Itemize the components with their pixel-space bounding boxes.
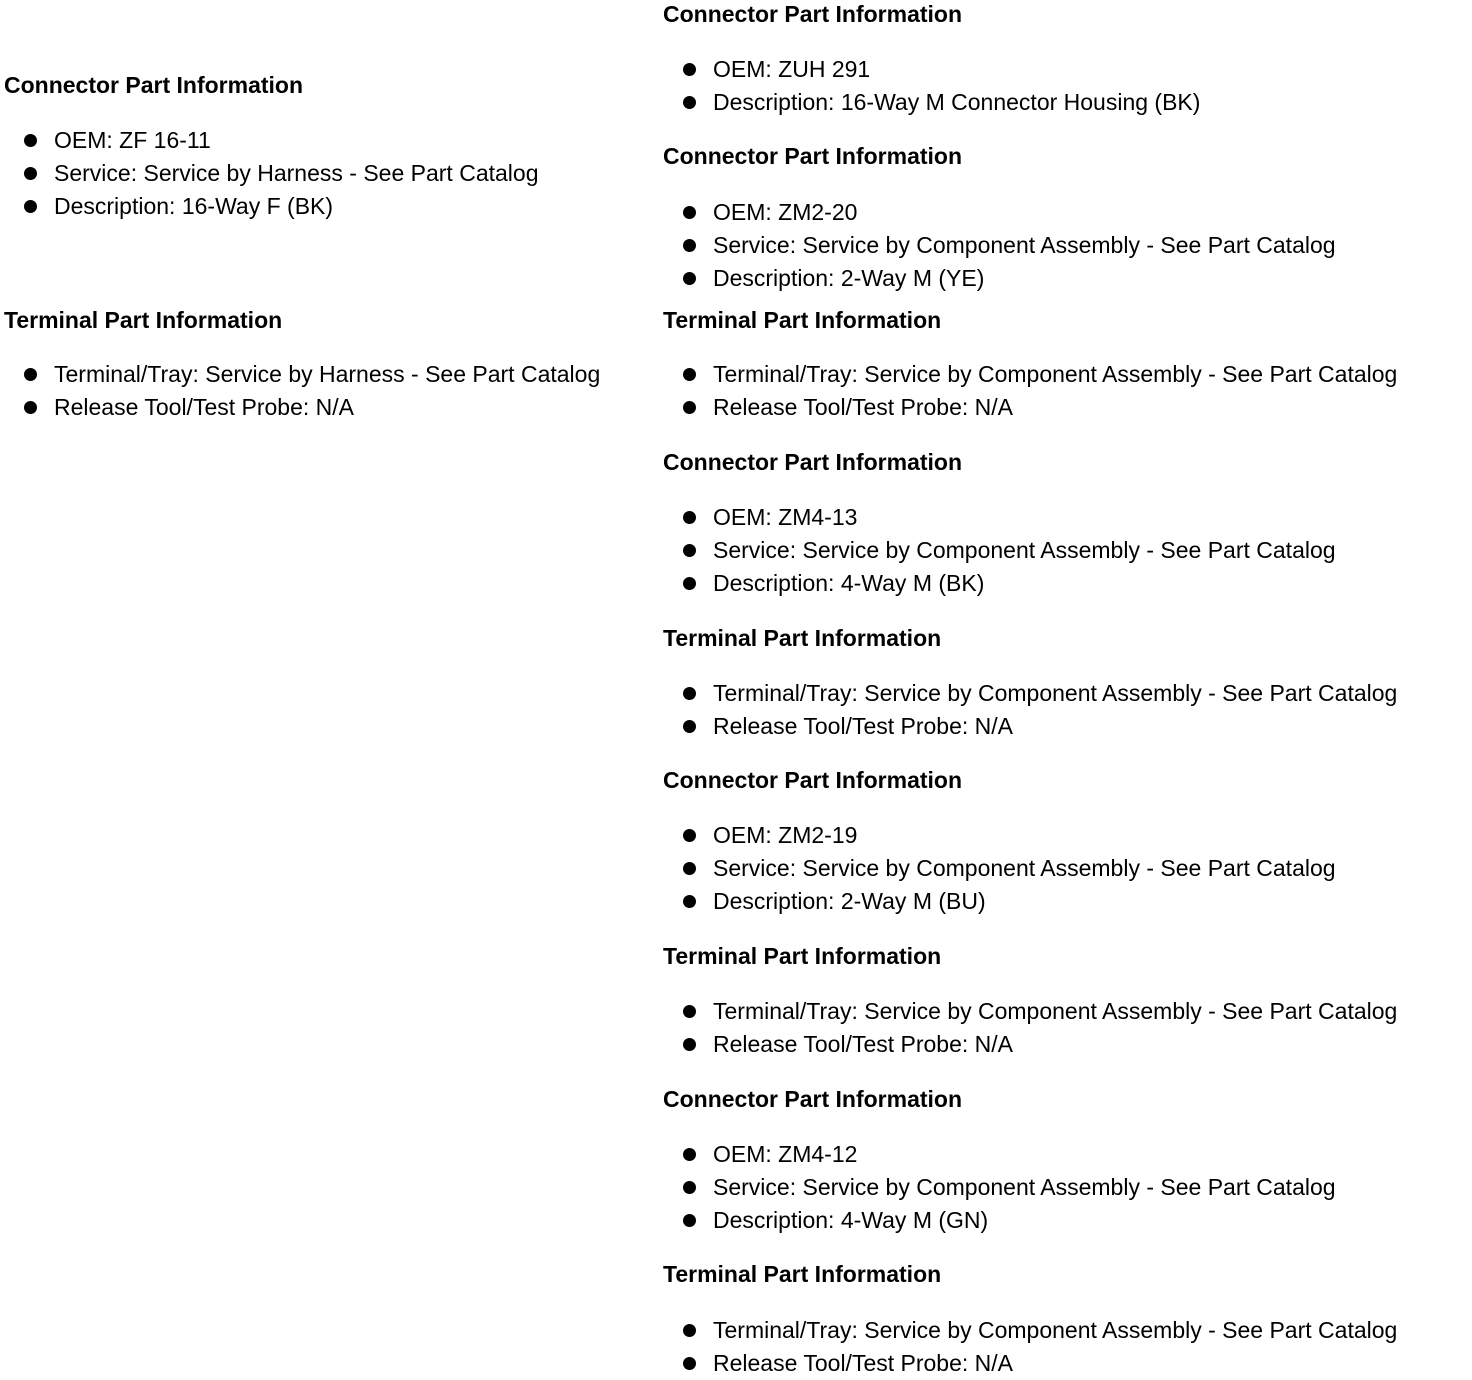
- list-item-text: Service: Service by Component Assembly - See Part Catalog: [713, 537, 1336, 563]
- list-item-text: Description: 2-Way M (YE): [713, 265, 985, 291]
- section-heading: Connector Part Information: [663, 1, 963, 27]
- list-item-text: Service: Service by Component Assembly - See Part Catalog: [713, 232, 1336, 258]
- list-item-text: Description: 4-Way M (GN): [713, 1207, 989, 1233]
- section-heading: Connector Part Information: [663, 143, 963, 169]
- section-heading: Terminal Part Information: [663, 1261, 942, 1287]
- bullet-icon: [683, 239, 696, 252]
- bullet-icon: [683, 895, 696, 908]
- list-item-text: Release Tool/Test Probe: N/A: [713, 1350, 1014, 1376]
- bullet-icon: [683, 687, 696, 700]
- list-item-text: OEM: ZM4-12: [713, 1141, 858, 1167]
- list-item-text: Terminal/Tray: Service by Component Assembly - See Part Catalog: [713, 361, 1398, 387]
- list-item-text: Description: 4-Way M (BK): [713, 570, 985, 596]
- bullet-icon: [683, 1357, 696, 1370]
- bullet-icon: [24, 167, 37, 180]
- bullet-icon: [683, 401, 696, 414]
- list-item-text: Terminal/Tray: Service by Component Assembly - See Part Catalog: [713, 1317, 1398, 1343]
- bullet-icon: [683, 206, 696, 219]
- list-item-text: Description: 16-Way M Connector Housing (BK): [713, 89, 1201, 115]
- bullet-icon: [683, 720, 696, 733]
- bullet-icon: [683, 1148, 696, 1161]
- list-item-text: Service: Service by Component Assembly - See Part Catalog: [713, 1174, 1336, 1200]
- section-heading: Connector Part Information: [663, 1086, 963, 1112]
- bullet-icon: [683, 1324, 696, 1337]
- list-item-text: Service: Service by Component Assembly - See Part Catalog: [713, 855, 1336, 881]
- list-item-text: Release Tool/Test Probe: N/A: [713, 1031, 1014, 1057]
- list-item-text: OEM: ZUH 291: [713, 56, 871, 82]
- section-heading: Connector Part Information: [4, 72, 304, 98]
- bullet-icon: [24, 200, 37, 213]
- bullet-icon: [683, 63, 696, 76]
- bullet-icon: [683, 829, 696, 842]
- section-heading: Connector Part Information: [663, 449, 963, 475]
- list-item-text: Description: 16-Way F (BK): [54, 193, 334, 219]
- bullet-icon: [683, 96, 696, 109]
- bullet-icon: [24, 134, 37, 147]
- list-item-text: Description: 2-Way M (BU): [713, 888, 986, 914]
- list-item-text: Release Tool/Test Probe: N/A: [713, 394, 1014, 420]
- list-item-text: Service: Service by Harness - See Part Catalog: [54, 160, 539, 186]
- list-item-text: Terminal/Tray: Service by Component Assembly - See Part Catalog: [713, 998, 1398, 1024]
- list-item-text: OEM: ZM4-13: [713, 504, 858, 530]
- section-heading: Terminal Part Information: [4, 307, 283, 333]
- bullet-icon: [683, 368, 696, 381]
- section-heading: Terminal Part Information: [663, 307, 942, 333]
- bullet-icon: [683, 862, 696, 875]
- section-heading: Terminal Part Information: [663, 943, 942, 969]
- list-item-text: OEM: ZM2-19: [713, 822, 858, 848]
- section-heading: Connector Part Information: [663, 767, 963, 793]
- list-item-text: Terminal/Tray: Service by Harness - See Part Catalog: [54, 361, 601, 387]
- bullet-icon: [683, 544, 696, 557]
- bullet-icon: [683, 577, 696, 590]
- section-heading: Terminal Part Information: [663, 625, 942, 651]
- bullet-icon: [683, 511, 696, 524]
- bullet-icon: [683, 1005, 696, 1018]
- list-item-text: Release Tool/Test Probe: N/A: [54, 394, 355, 420]
- list-item-text: Release Tool/Test Probe: N/A: [713, 713, 1014, 739]
- bullet-icon: [24, 401, 37, 414]
- bullet-icon: [683, 1214, 696, 1227]
- bullet-icon: [683, 1181, 696, 1194]
- list-item-text: OEM: ZF 16-11: [54, 127, 211, 153]
- bullet-icon: [683, 272, 696, 285]
- bullet-icon: [683, 1038, 696, 1051]
- bullet-icon: [24, 368, 37, 381]
- list-item-text: OEM: ZM2-20: [713, 199, 858, 225]
- list-item-text: Terminal/Tray: Service by Component Assembly - See Part Catalog: [713, 680, 1398, 706]
